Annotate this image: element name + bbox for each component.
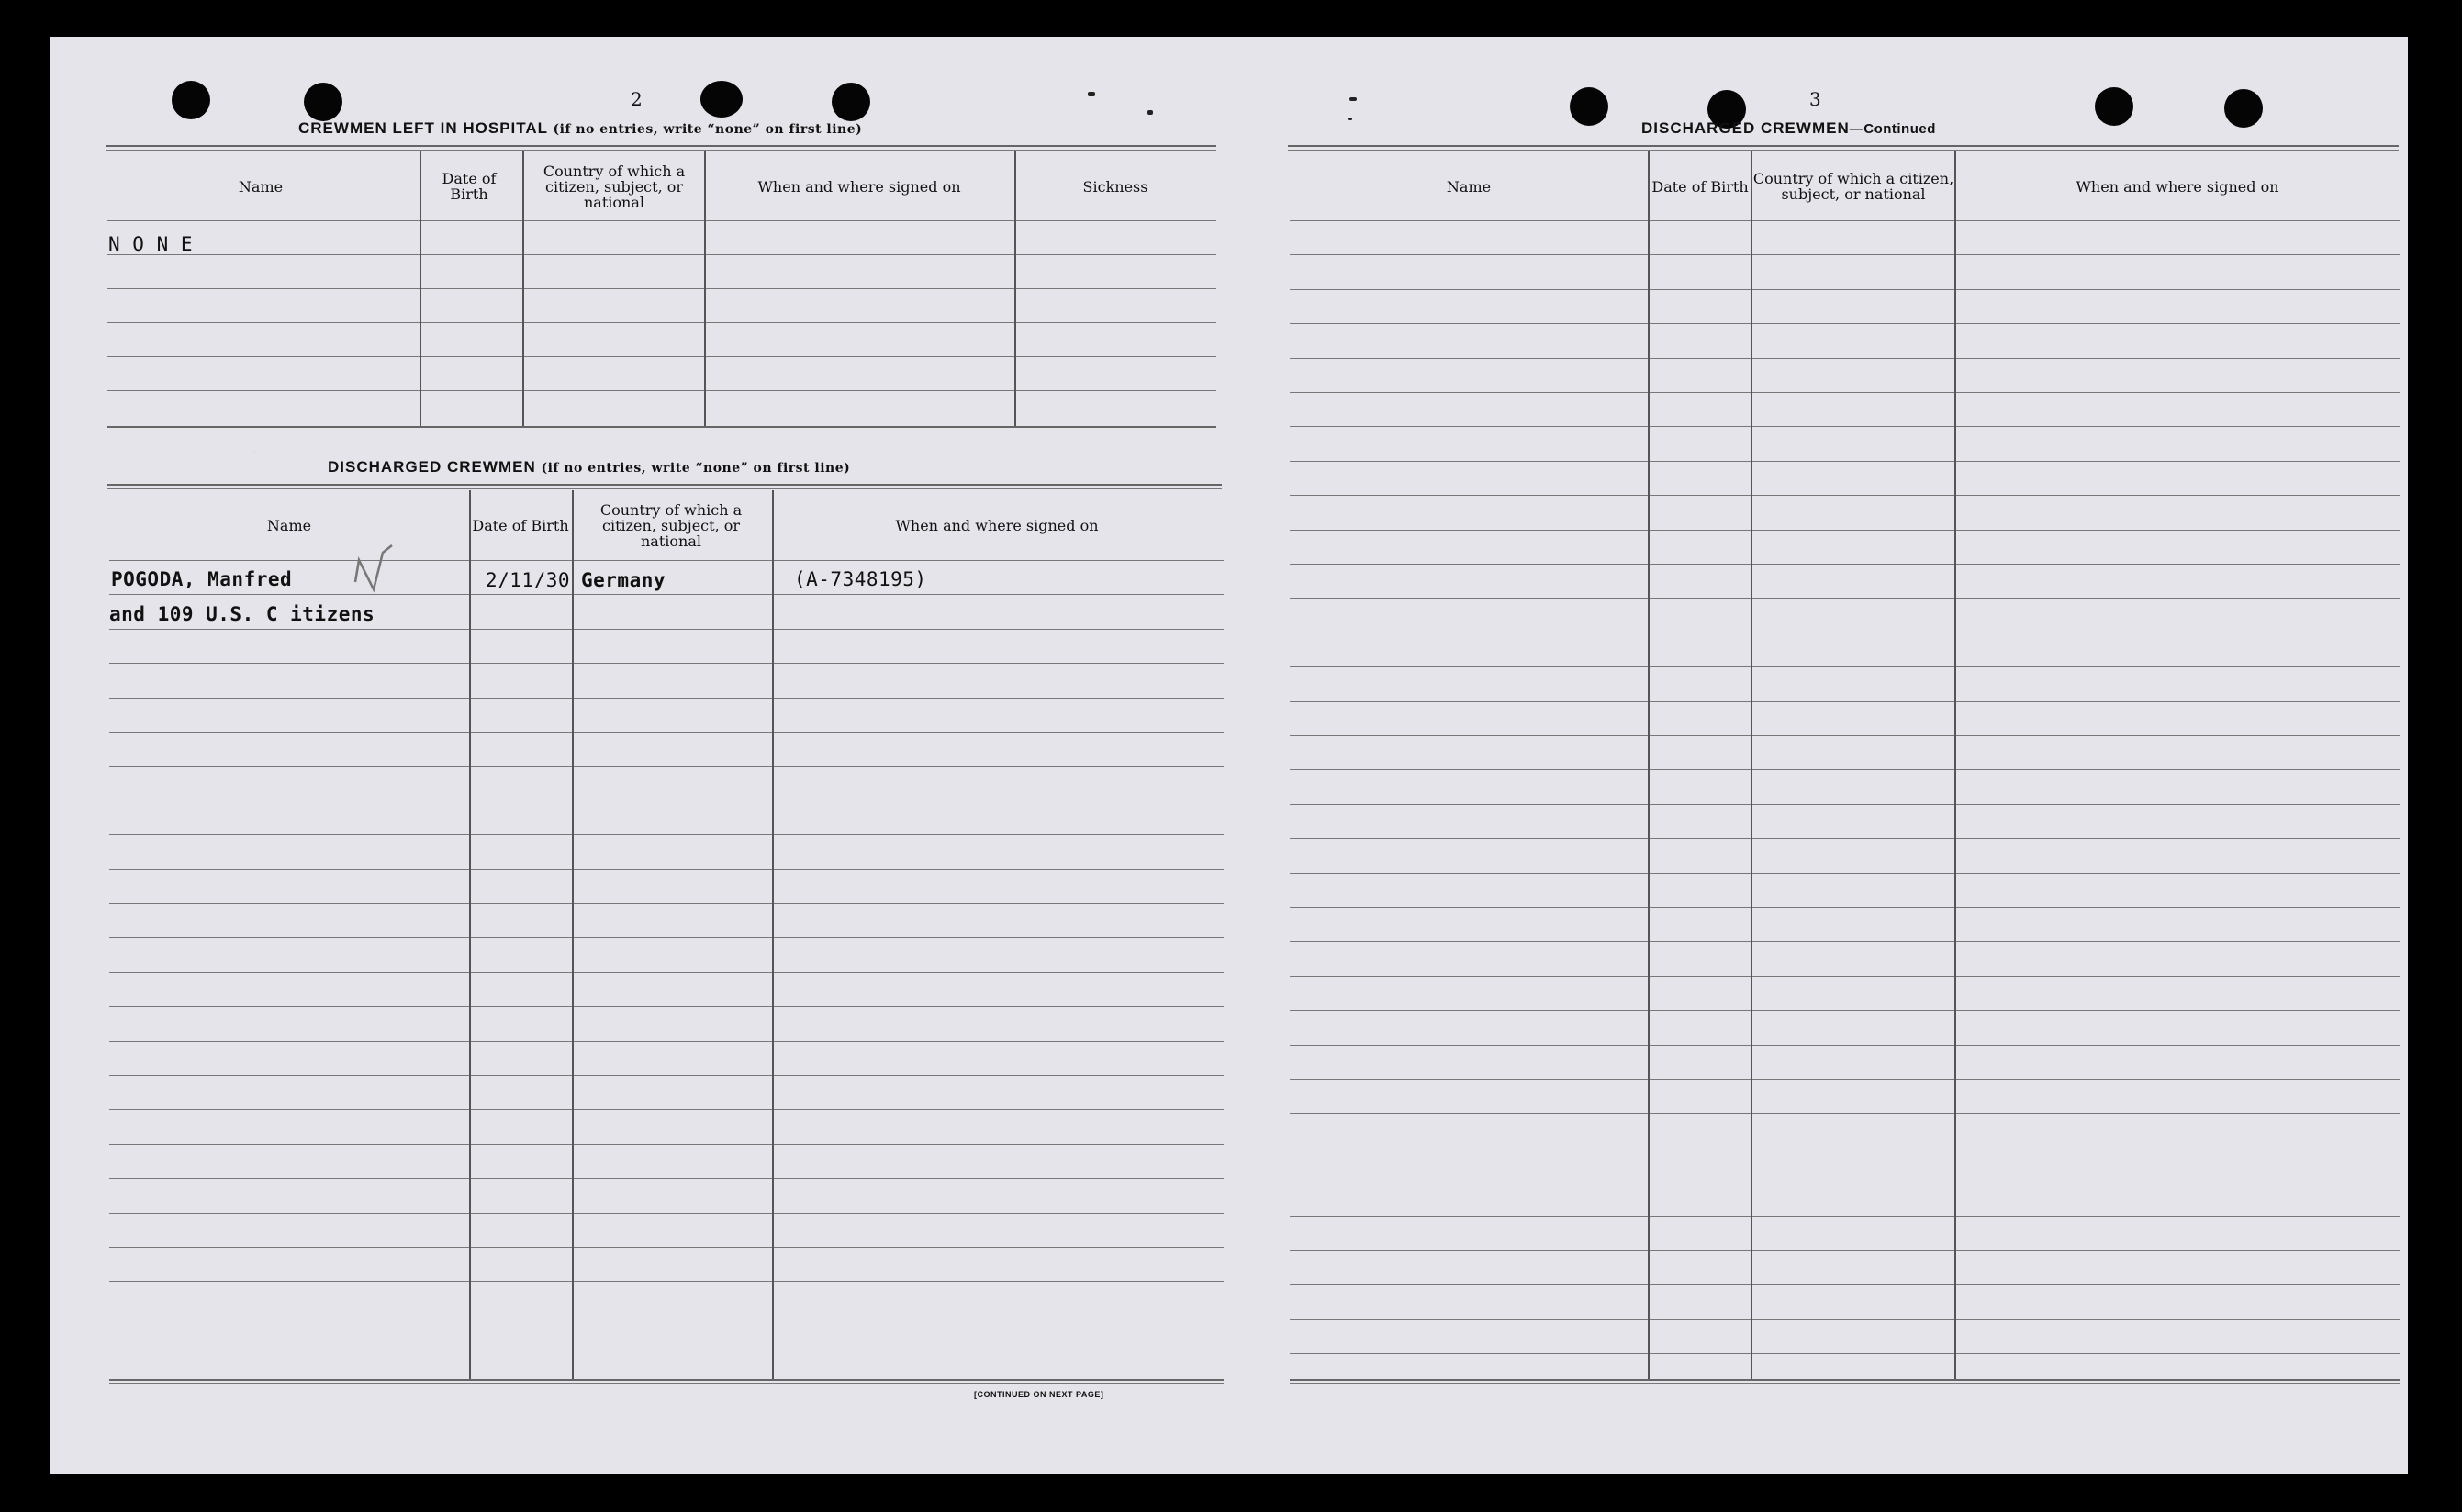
table-bottom-rule [109,1383,1224,1384]
table-bottom-rule [109,1379,1224,1381]
right-header-name: Name [1446,177,1492,196]
right-header-country: Country of which a citizen, subject, or national [1752,170,1954,203]
ruled-line [1290,220,2400,221]
svg-text:N: N [254,452,255,453]
ruled-line [1290,254,2400,255]
ruled-line [1290,666,2400,667]
ruled-line [107,288,1216,289]
punch-hole [1570,87,1608,126]
hospital-header-country: Country of which a citizen, subject, or national [543,162,686,211]
ruled-line [109,1213,1224,1214]
ruled-line [109,766,1224,767]
ruled-line [109,1178,1224,1179]
ruled-line [1290,769,2400,770]
ruled-line [1290,907,2400,908]
ruled-line [1290,735,2400,736]
ruled-line [1290,1353,2400,1354]
column-divider [704,151,706,426]
punch-hole [304,83,342,121]
page-number-left: 2 [631,88,643,110]
ruled-line [109,972,1224,973]
ruled-line [1290,1284,2400,1285]
document-sheet [50,37,2408,1474]
speck [1088,92,1095,96]
ruled-line [109,834,1224,835]
ruled-line [107,220,1216,221]
ruled-line [1290,941,2400,942]
ruled-line [109,1041,1224,1042]
speck [1349,97,1357,101]
ruled-line [1290,1216,2400,1217]
ruled-line [107,356,1216,357]
ruled-line [109,663,1224,664]
ruled-line [1290,530,2400,531]
column-divider [469,490,471,1379]
hospital-header-name: Name [238,177,284,196]
discharged-header-dob: Date of Birth [472,516,569,534]
ruled-line [1290,392,2400,393]
ruled-line [1290,1045,2400,1046]
column-divider [1954,151,1956,1379]
ruled-line [1290,323,2400,324]
crewman-summary: and 109 U.S. C itizens [109,603,375,625]
ruled-line [109,1247,1224,1248]
discharged-header-signed: When and where signed on [895,516,1099,534]
ruled-line [109,560,1224,561]
column-divider [1014,151,1016,426]
ruled-line [109,594,1224,595]
ruled-line [1290,358,2400,359]
ruled-line [1290,1010,2400,1011]
ruled-line [109,732,1224,733]
ruled-line [1290,804,2400,805]
ruled-line [1290,495,2400,496]
ruled-line [109,903,1224,904]
hospital-header-sickness: Sickness [1082,177,1148,196]
ruled-line [1290,1079,2400,1080]
ruled-line [109,1144,1224,1145]
punch-hole [2095,87,2133,126]
ruled-line [1290,976,2400,977]
ruled-line [109,1109,1224,1110]
column-divider [420,151,421,426]
ruled-line [1290,564,2400,565]
crewman-dob: 2/11/30 [486,569,571,591]
discharged-header-name: Name [266,516,312,534]
column-divider [522,151,524,426]
page-number-right: 3 [1809,88,1821,110]
crewman-signed: (A-7348195) [794,568,927,590]
ruled-line [109,937,1224,938]
table-bottom-rule [107,426,1216,428]
punch-hole [832,83,870,121]
crewman-name: POGODA, Manfred [111,568,293,590]
punch-hole [172,81,210,119]
ruled-line [109,698,1224,699]
ruled-line [109,869,1224,870]
ruled-line [107,254,1216,255]
column-divider [1751,151,1752,1379]
right-header-signed: When and where signed on [2076,177,2279,196]
ruled-line [1290,426,2400,427]
punch-hole [700,81,743,118]
hospital-header-dob: Date of Birth [442,170,497,203]
speck [1348,118,1352,120]
ruled-line [109,629,1224,630]
speck [1147,110,1153,115]
discharged-section-title: DISCHARGED CREWMEN (if no entries, write “none” on first line) [328,458,851,476]
ruled-line [1290,461,2400,462]
table-bottom-rule [1290,1383,2400,1384]
column-divider [1648,151,1650,1379]
right-header-dob: Date of Birth [1651,177,1749,196]
discharged-continued-title: DISCHARGED CREWMEN—Continued [1641,119,1936,137]
hospital-entry-none: N O N E [108,233,194,255]
column-divider [772,490,774,1379]
discharged-header-country: Country of which a citizen, subject, or national [599,500,743,550]
ruled-line [109,1075,1224,1076]
punch-hole [2224,89,2263,128]
ruled-line [107,322,1216,323]
table-bottom-rule [1290,1379,2400,1381]
continued-note: [CONTINUED ON NEXT PAGE] [974,1390,1104,1399]
ruled-line [1290,701,2400,702]
hospital-header-signed: When and where signed on [757,177,961,196]
column-divider [572,490,574,1379]
ruled-line [1290,1319,2400,1320]
ruled-line [1290,838,2400,839]
hospital-section-title: CREWMEN LEFT IN HOSPITAL (if no entries, write “none” on first line) [298,119,863,137]
ruled-line [1290,1250,2400,1251]
ruled-line [1290,289,2400,290]
ruled-line [107,390,1216,391]
ruled-line [109,1281,1224,1282]
crewman-country: Germany [581,569,666,591]
ruled-line [1290,1113,2400,1114]
ruled-line [1290,598,2400,599]
ruled-line [109,1006,1224,1007]
ruled-line [1290,873,2400,874]
